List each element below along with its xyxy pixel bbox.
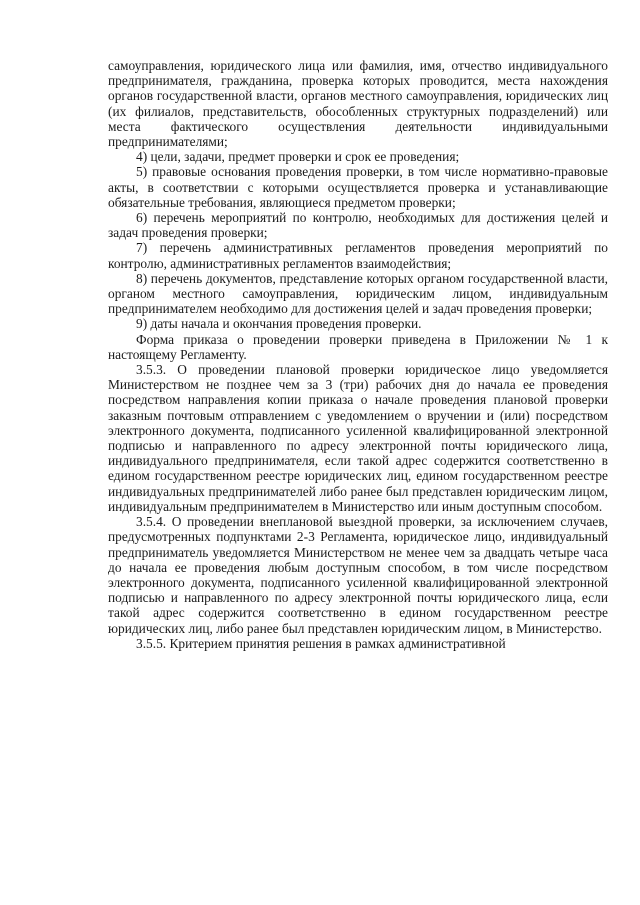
paragraph-item-8: 8) перечень документов, представление которых органом государственной власти, органом местного самоуправления, юридическим лицом, индивидуальным предпринимателем необходимо для достижения целей и задач проведения проверки; (108, 270, 608, 317)
paragraph-item-4: 4) цели, задачи, предмет проверки и срок ее проведения; (136, 149, 460, 165)
paragraph-item-7: 7) перечень административных регламентов проведения мероприятий по контролю, административных регламентов взаимодействия; (108, 240, 608, 271)
paragraph-order-form: Форма приказа о проведении проверки приведена в Приложении № 1 к настоящему Регламенту. (108, 331, 608, 362)
document-body (108, 58, 608, 651)
paragraph-item-5: 5) правовые основания проведения проверки, в том числе нормативно-правовые акты, в соответствии с которыми осуществляется проверка и устанавливающие обязательные требования, являющиеся предметом проверки; (108, 164, 608, 210)
paragraph-item-9: 9) даты начала и окончания проведения проверки. (136, 316, 422, 332)
paragraph-3-5-4: 3.5.4. О проведении внеплановой выездной проверки, за исключением случаев, предусмотренных подпунктами 2-3 Регламента, юридическое лицо, индивидуальный предприниматель уведомляется Министерством не менее чем за двадцать четыре часа до начала ее проведения любым доступным способом, в том числе посредством электронного документа, подписанного усиленной квалифицированной электронной подписью и направленного по адресу электронной почты юридического лица, если такой адрес содержится соответственно в едином государственном реестре юридических лиц, либо ранее был представлен юридическим лицом, в Министерство. (108, 514, 608, 636)
paragraph-3-5-3: 3.5.3. О проведении плановой проверки юридическое лицо уведомляется Министерством не позднее чем за 3 (три) рабочих дня до начала ее проведения посредством направления копии приказа о начале проведения плановой проверки заказным почтовым отправлением с уведомлением о вручении и (или) посредством электронного документа, подписанного усиленной квалифицированной электронной подписью и направленного по адресу электронной почты юридического лица, индивидуального предпринимателя, если такой адрес содержится соответственно в едином государственном реестре юридических лиц, едином государственном реестре индивидуальных предпринимателей либо ранее был представлен юридическим лицом, индивидуальным предпринимателем в Министерство или иным доступным способом. (108, 362, 608, 514)
paragraph-subject-continuation: самоуправления, юридического лица или фамилия, имя, отчество индивидуального предпринимателя, гражданина, проверка которых проводится, места нахождения органов государственной власти, органов местного самоуправления, юридических лиц (их филиалов, представительств, обособленных структурных подразделений) или места фактического осуществления деятельности индивидуальными предпринимателями; (108, 58, 608, 150)
paragraph-3-5-5: 3.5.5. Критерием принятия решения в рамках административной (136, 635, 506, 651)
paragraph-item-6: 6) перечень мероприятий по контролю, необходимых для достижения целей и задач проведения проверки; (108, 210, 608, 241)
